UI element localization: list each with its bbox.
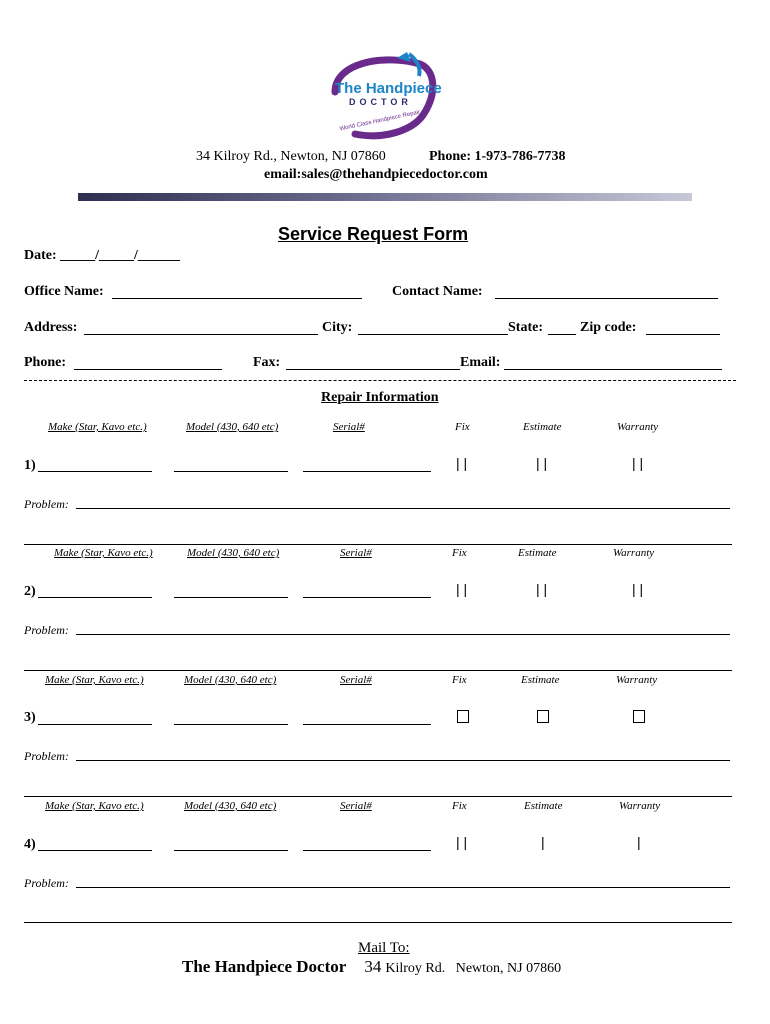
header-address: 34 Kilroy Rd., Newton, NJ 07860: [196, 149, 386, 164]
email-label: Email:: [460, 355, 501, 370]
col-estimate-header: Estimate: [524, 800, 563, 812]
logo-name-line1: The Handpiece: [335, 80, 442, 97]
phone-label: Phone:: [24, 355, 66, 370]
zip-label: Zip code:: [580, 320, 637, 335]
logo-tagline: World Class Handpiece Repair: [339, 109, 421, 133]
address-label: Address:: [24, 320, 78, 335]
col-model-header: Model (430, 640 etc): [187, 547, 280, 559]
col-make-header: Make (Star, Kavo etc.): [48, 421, 147, 433]
row-number: 3): [24, 710, 36, 725]
problem-label: Problem:: [24, 876, 69, 890]
make-field[interactable]: [38, 850, 152, 851]
serial-field[interactable]: [303, 597, 431, 598]
serial-field[interactable]: [303, 471, 431, 472]
state-field[interactable]: [548, 334, 576, 335]
make-field[interactable]: [38, 724, 152, 725]
problem-field-line2[interactable]: [24, 670, 732, 671]
problem-label: Problem:: [24, 497, 69, 511]
problem-field[interactable]: [76, 634, 730, 635]
warranty-checkbox[interactable]: | |: [632, 581, 644, 597]
col-serial-header: Serial#: [340, 674, 372, 686]
col-model-header: Model (430, 640 etc): [186, 421, 279, 433]
col-serial-header: Serial#: [340, 547, 372, 559]
office-name-field[interactable]: [112, 298, 362, 299]
row-number: 2): [24, 584, 36, 599]
serial-field[interactable]: [303, 850, 431, 851]
address-field[interactable]: [84, 334, 318, 335]
state-label: State:: [508, 320, 543, 335]
col-warranty-header: Warranty: [617, 421, 659, 433]
estimate-checkbox[interactable]: [537, 710, 549, 723]
zip-field[interactable]: [646, 334, 720, 335]
model-field[interactable]: [174, 850, 288, 851]
problem-label: Problem:: [24, 623, 69, 637]
city-label: City:: [322, 320, 353, 335]
header-phone: Phone: 1-973-786-7738: [429, 149, 566, 164]
col-fix-header: Fix: [452, 674, 467, 686]
estimate-checkbox[interactable]: | |: [536, 455, 548, 471]
problem-field[interactable]: [76, 508, 730, 509]
problem-field-line2[interactable]: [24, 796, 732, 797]
warranty-checkbox[interactable]: | |: [632, 455, 644, 471]
mailing-address: [182, 957, 561, 977]
footer-address-number: 34: [364, 957, 382, 976]
make-field[interactable]: [38, 471, 152, 472]
warranty-checkbox[interactable]: |: [637, 834, 641, 850]
col-warranty-header: Warranty: [619, 800, 661, 812]
city-field[interactable]: [358, 334, 508, 335]
company-logo: [325, 52, 445, 144]
estimate-checkbox[interactable]: |: [541, 834, 545, 850]
col-serial-header: Serial#: [333, 421, 365, 433]
fix-checkbox[interactable]: | |: [456, 455, 468, 471]
dashed-divider: [24, 380, 736, 381]
problem-label: Problem:: [24, 749, 69, 763]
fix-checkbox[interactable]: [457, 710, 469, 723]
col-estimate-header: Estimate: [521, 674, 560, 686]
office-name-label: Office Name:: [24, 284, 104, 299]
col-estimate-header: Estimate: [518, 547, 557, 559]
date-field[interactable]: Date: _____/_____/______: [24, 248, 180, 263]
model-field[interactable]: [174, 724, 288, 725]
problem-field[interactable]: [76, 760, 730, 761]
form-title: Service Request Form: [278, 224, 469, 244]
email-field[interactable]: [504, 369, 722, 370]
col-model-header: Model (430, 640 etc): [184, 674, 277, 686]
contact-name-field[interactable]: [495, 298, 718, 299]
row-number: 1): [24, 458, 36, 473]
col-fix-header: Fix: [455, 421, 470, 433]
warranty-checkbox[interactable]: [633, 710, 645, 723]
col-warranty-header: Warranty: [616, 674, 658, 686]
problem-field[interactable]: [76, 887, 730, 888]
header-gradient-bar: [78, 193, 692, 201]
col-fix-header: Fix: [452, 547, 467, 559]
col-make-header: Make (Star, Kavo etc.): [45, 800, 144, 812]
header-email: email:sales@thehandpiecedoctor.com: [264, 167, 488, 182]
col-make-header: Make (Star, Kavo etc.): [45, 674, 144, 686]
make-field[interactable]: [38, 597, 152, 598]
phone-field[interactable]: [74, 369, 222, 370]
fax-field[interactable]: [286, 369, 460, 370]
col-warranty-header: Warranty: [613, 547, 655, 559]
problem-field-line2[interactable]: [24, 544, 732, 545]
model-field[interactable]: [174, 597, 288, 598]
serial-field[interactable]: [303, 724, 431, 725]
col-make-header: Make (Star, Kavo etc.): [54, 547, 153, 559]
footer-company-name: The Handpiece Doctor: [182, 957, 347, 976]
col-model-header: Model (430, 640 etc): [184, 800, 277, 812]
fix-checkbox[interactable]: | |: [456, 834, 468, 850]
logo-name-line2: DOCTOR: [349, 97, 412, 107]
estimate-checkbox[interactable]: | |: [536, 581, 548, 597]
fax-label: Fax:: [253, 355, 281, 370]
contact-name-label: Contact Name:: [392, 284, 483, 299]
col-estimate-header: Estimate: [523, 421, 562, 433]
problem-field-line2[interactable]: [24, 922, 732, 923]
fix-checkbox[interactable]: | |: [456, 581, 468, 597]
col-serial-header: Serial#: [340, 800, 372, 812]
repair-heading: Repair Information: [321, 390, 439, 405]
mail-to-label: Mail To:: [358, 940, 410, 956]
footer-address-rest: Kilroy Rd. Newton, NJ 07860: [385, 961, 562, 976]
row-number: 4): [24, 837, 36, 852]
model-field[interactable]: [174, 471, 288, 472]
col-fix-header: Fix: [452, 800, 467, 812]
